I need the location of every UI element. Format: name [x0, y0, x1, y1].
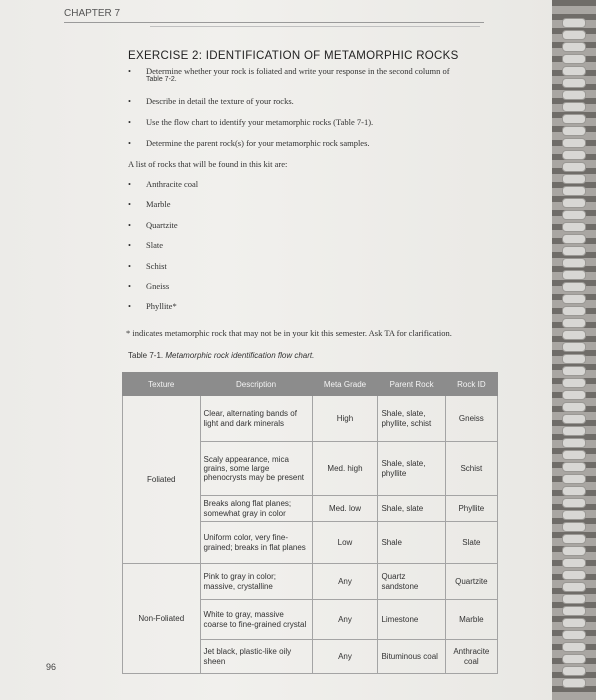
instruction-text: Determine whether your rock is foliated and write your response in the second column of — [146, 66, 450, 76]
meta-grade-cell: Any — [312, 640, 378, 674]
instruction-item — [128, 96, 528, 106]
meta-grade-cell: Low — [312, 522, 378, 564]
page-number: 96 — [46, 662, 57, 672]
meta-grade-cell: High — [312, 396, 378, 442]
binding-ring — [562, 234, 586, 244]
binding-ring — [562, 66, 586, 76]
footnote: * indicates metamorphic rock that may not be in your kit this semester. Ask TA for clarification. — [126, 328, 452, 338]
parent-rock-cell: Limestone — [378, 600, 445, 640]
parent-rock-cell: Shale, slate, phyllite, schist — [378, 396, 445, 442]
column-header-parent-rock: Parent Rock — [378, 373, 445, 396]
rock-id-cell: Phyllite — [445, 496, 497, 522]
binding-ring — [562, 342, 586, 352]
meta-grade-cell: Any — [312, 600, 378, 640]
rock-list-intro: A list of rocks that will be found in this kit are: — [128, 159, 288, 169]
rock-id-cell: Marble — [445, 600, 497, 640]
meta-grade-cell: Med. low — [312, 496, 378, 522]
binding-ring — [562, 294, 586, 304]
table-header-row — [123, 373, 498, 396]
table-row — [123, 396, 498, 442]
exercise-title: EXERCISE 2: IDENTIFICATION OF METAMORPHIC ROCKS — [128, 50, 459, 62]
binding-ring — [562, 258, 586, 268]
rock-id-cell: Slate — [445, 522, 497, 564]
binding-ring — [562, 642, 586, 652]
parent-rock-cell: Shale, slate, phyllite — [378, 442, 445, 496]
description-cell: Breaks along flat planes; somewhat gray in color — [200, 496, 312, 522]
binding-ring — [562, 426, 586, 436]
table-caption-label: Table 7-1. — [128, 351, 164, 360]
binding-ring — [562, 102, 586, 112]
binding-ring — [562, 558, 586, 568]
binding-ring — [562, 366, 586, 376]
binding-rings — [562, 18, 588, 698]
instruction-subtext: Table 7-2. — [146, 76, 177, 84]
binding-ring — [562, 186, 586, 196]
column-header-texture: Texture — [123, 373, 201, 396]
binding-ring — [562, 162, 586, 172]
meta-grade-cell: Any — [312, 564, 378, 600]
binding-ring — [562, 114, 586, 124]
meta-grade-cell: Med. high — [312, 442, 378, 496]
binding-ring — [562, 378, 586, 388]
table-row — [123, 564, 498, 600]
identification-flow-table — [122, 372, 498, 674]
binding-ring — [562, 222, 586, 232]
binding-ring — [562, 498, 586, 508]
binding-ring — [562, 270, 586, 280]
binding-ring — [562, 330, 586, 340]
instruction-item — [128, 117, 528, 127]
texture-cell: Foliated — [123, 396, 201, 564]
binding-ring — [562, 246, 586, 256]
parent-rock-cell: Bituminous coal — [378, 640, 445, 674]
rock-list-item: • Anthracite coal — [128, 179, 198, 199]
binding-ring — [562, 618, 586, 628]
texture-cell: Non-Foliated — [123, 564, 201, 674]
binding-ring — [562, 678, 586, 688]
binding-ring — [562, 666, 586, 676]
binding-ring — [562, 582, 586, 592]
chapter-header: CHAPTER 7 — [64, 8, 121, 19]
binding-ring — [562, 210, 586, 220]
binding-ring — [562, 450, 586, 460]
instruction-text: Determine the parent rock(s) for your metamorphic rock samples. — [146, 137, 370, 148]
binding-ring — [562, 18, 586, 28]
rock-list — [128, 179, 198, 322]
parent-rock-cell: Quartz sandstone — [378, 564, 445, 600]
binding-ring — [562, 402, 586, 412]
binding-ring — [562, 198, 586, 208]
parent-rock-cell: Shale — [378, 522, 445, 564]
rock-id-cell: Gneiss — [445, 396, 497, 442]
binding-ring — [562, 438, 586, 448]
binding-ring — [562, 462, 586, 472]
binding-ring — [562, 282, 586, 292]
instruction-text: Describe in detail the texture of your rocks. — [146, 95, 294, 106]
binding-ring — [562, 138, 586, 148]
column-header-description: Description — [200, 373, 312, 396]
binding-ring — [562, 354, 586, 364]
binding-ring — [562, 54, 586, 64]
binding-ring — [562, 486, 586, 496]
description-cell: Jet black, plastic-like oily sheen — [200, 640, 312, 674]
table-caption — [128, 351, 314, 360]
binding-ring — [562, 534, 586, 544]
description-cell: Scaly appearance, mica grains, some large phenocrysts may be present — [200, 442, 312, 496]
rock-list-item: • Gneiss — [128, 281, 198, 301]
instruction-list — [128, 66, 528, 159]
binding-ring — [562, 30, 586, 40]
description-cell: Uniform color, very fine-grained; breaks in flat planes — [200, 522, 312, 564]
rock-id-cell: Schist — [445, 442, 497, 496]
rock-list-item: • Schist — [128, 261, 198, 281]
column-header-meta-grade: Meta Grade — [312, 373, 378, 396]
instruction-text: Use the flow chart to identify your metamorphic rocks (Table 7-1). — [146, 116, 374, 127]
binding-ring — [562, 78, 586, 88]
instruction-item — [128, 66, 528, 85]
binding-ring — [562, 546, 586, 556]
binding-ring — [562, 414, 586, 424]
binding-ring — [562, 474, 586, 484]
description-cell: Clear, alternating bands of light and dark minerals — [200, 396, 312, 442]
binding-ring — [562, 606, 586, 616]
binding-ring — [562, 570, 586, 580]
binding-ring — [562, 594, 586, 604]
header-rule-secondary — [150, 26, 480, 27]
binding-ring — [562, 306, 586, 316]
rock-list-item: • Phyllite* — [128, 301, 198, 321]
column-header-rock-id: Rock ID — [445, 373, 497, 396]
table-caption-title: Metamorphic rock identification flow chart. — [165, 351, 315, 360]
rock-id-cell: Anthracite coal — [445, 640, 497, 674]
rock-list-item: • Slate — [128, 240, 198, 260]
binding-ring — [562, 654, 586, 664]
binding-ring — [562, 150, 586, 160]
binding-ring — [562, 42, 586, 52]
binding-ring — [562, 510, 586, 520]
description-cell: White to gray, massive coarse to fine-grained crystal — [200, 600, 312, 640]
binding-ring — [562, 126, 586, 136]
rock-id-cell: Quartzite — [445, 564, 497, 600]
binding-ring — [562, 630, 586, 640]
binding-ring — [562, 318, 586, 328]
binding-ring — [562, 390, 586, 400]
binding-ring — [562, 90, 586, 100]
binding-ring — [562, 174, 586, 184]
parent-rock-cell: Shale, slate — [378, 496, 445, 522]
description-cell: Pink to gray in color; massive, crystalline — [200, 564, 312, 600]
instruction-item — [128, 138, 528, 148]
rock-list-item: • Marble — [128, 199, 198, 219]
binding-ring — [562, 522, 586, 532]
rock-list-item: • Quartzite — [128, 220, 198, 240]
header-rule — [64, 22, 484, 23]
